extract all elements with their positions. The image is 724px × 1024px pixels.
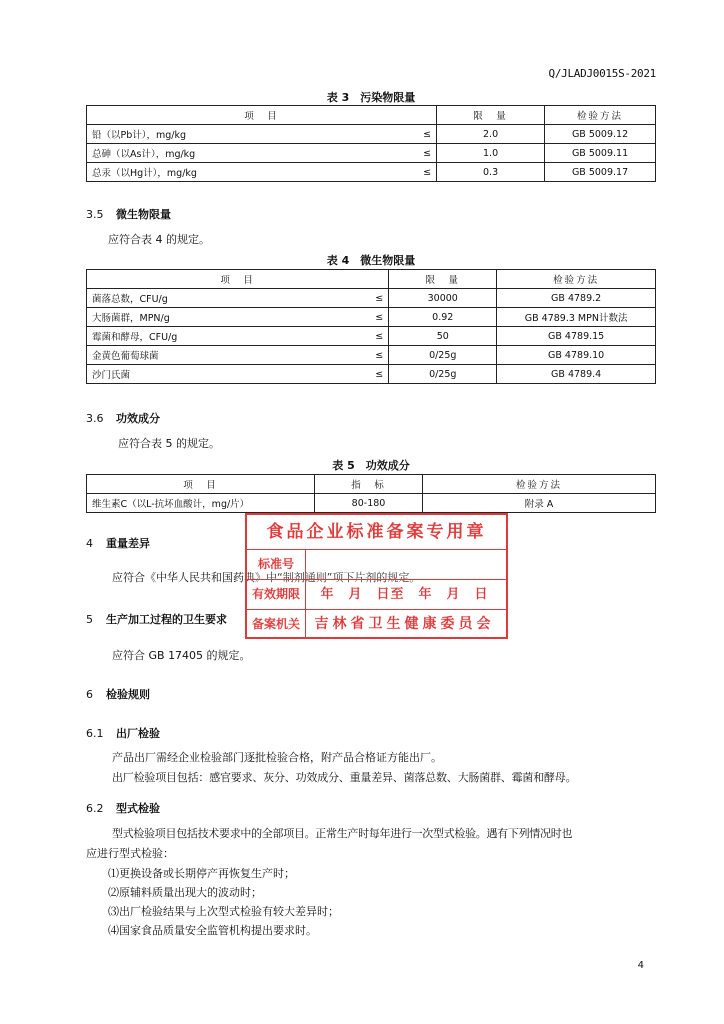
cell-item: 铅（以Pb计），mg/kg: [87, 125, 397, 144]
cell-item: 金黄色葡萄球菌: [87, 346, 349, 365]
table-header-row: [87, 106, 656, 125]
section-5-text: 应符合 GB 17405 的规定。: [112, 649, 251, 662]
section-6-2-paragraph-cont: 应进行型式检验：: [86, 847, 174, 860]
cell-method: 附录 A: [423, 494, 656, 513]
table-header-row: [87, 475, 656, 494]
section-title: 功效成分: [116, 412, 160, 425]
table3: [86, 105, 656, 182]
table-row: [87, 163, 656, 182]
section-title: 生产加工过程的卫生要求: [106, 613, 227, 626]
stamp-title: 食品企业标准备案专用章: [247, 515, 506, 550]
stamp-label: 备案机关: [247, 610, 306, 639]
stamp-value: [307, 550, 502, 579]
cell-limit: 2.0: [437, 125, 545, 144]
section-number: 3.5: [86, 208, 104, 221]
table-row: [87, 327, 656, 346]
list-item: ⑶出厂检验结果与上次型式检验有较大差异时；: [108, 905, 339, 918]
section-number: 5: [86, 613, 93, 626]
stamp-label: 标准号: [247, 550, 306, 579]
cell-symbol: ≤: [348, 289, 389, 308]
table-row: [87, 125, 656, 144]
table-row: [87, 346, 656, 365]
table-row: [87, 144, 656, 163]
col-header-method: 检验方法: [497, 270, 656, 289]
section-6-1-heading: [86, 725, 160, 741]
document-id: Q/JLADJ0015S-2021: [548, 67, 656, 80]
cell-method: GB 5009.11: [545, 144, 656, 163]
cell-indicator: 80-180: [315, 494, 423, 513]
cell-method: GB 4789.3 MPN计数法: [497, 308, 656, 327]
section-3-5-heading: [86, 206, 171, 222]
section-4-heading: [86, 535, 150, 551]
stamp-row-validity: [247, 580, 506, 610]
cell-symbol: ≤: [396, 125, 437, 144]
cell-symbol: ≤: [396, 163, 437, 182]
filing-stamp: [245, 513, 508, 639]
table4: [86, 269, 656, 384]
cell-symbol: ≤: [348, 308, 389, 327]
table-row: [87, 494, 656, 513]
table3-caption: 表 3 污染物限量: [326, 91, 416, 104]
cell-symbol: ≤: [348, 346, 389, 365]
cell-limit: 0/25g: [389, 365, 497, 384]
table-header-row: [87, 270, 656, 289]
stamp-row-standard-number: [247, 550, 506, 580]
cell-item: 总砷（以As计），mg/kg: [87, 144, 397, 163]
table-row: [87, 308, 656, 327]
col-header-method: 检验方法: [545, 106, 656, 125]
cell-item: 维生素C（以L-抗坏血酸计，mg/片）: [87, 494, 315, 513]
table-row: [87, 289, 656, 308]
section-title: 重量差异: [106, 537, 150, 550]
section-title: 型式检验: [116, 802, 160, 815]
section-title: 出厂检验: [116, 727, 160, 740]
section-6-2-heading: [86, 800, 160, 816]
cell-item: 大肠菌群，MPN/g: [87, 308, 349, 327]
section-3-6-text: 应符合表 5 的规定。: [118, 437, 220, 450]
col-header-limit: 限 量: [437, 106, 545, 125]
cell-item: 总汞（以Hg计），mg/kg: [87, 163, 397, 182]
cell-limit: 50: [389, 327, 497, 346]
col-header-item: 项 目: [87, 106, 437, 125]
page-number: 4: [637, 960, 644, 971]
cell-method: GB 4789.10: [497, 346, 656, 365]
section-4-text: 应符合《中华人民共和国药典》中“制剂通则”项下片剂的规定。: [112, 571, 421, 584]
table4-caption: 表 4 微生物限量: [326, 254, 416, 267]
section-6-1-line: 产品出厂需经企业检验部门逐批检验合格，附产品合格证方能出厂。: [112, 751, 442, 764]
section-title: 检验规则: [106, 688, 150, 701]
cell-item: 沙门氏菌: [87, 365, 349, 384]
stamp-label: 有效期限: [247, 580, 306, 609]
cell-method: GB 5009.12: [545, 125, 656, 144]
table-row: [87, 365, 656, 384]
cell-method: GB 4789.4: [497, 365, 656, 384]
col-header-limit: 限 量: [389, 270, 497, 289]
cell-method: GB 5009.17: [545, 163, 656, 182]
section-number: 3.6: [86, 412, 104, 425]
col-header-item: 项 目: [87, 475, 315, 494]
cell-method: GB 4789.2: [497, 289, 656, 308]
section-6-2-paragraph: 型式检验项目包括技术要求中的全部项目。正常生产时每年进行一次型式检验。遇有下列情况时也: [112, 827, 573, 840]
cell-item: 霉菌和酵母，CFU/g: [87, 327, 349, 346]
section-3-6-heading: [86, 410, 160, 426]
section-number: 4: [86, 537, 93, 550]
cell-symbol: ≤: [348, 365, 389, 384]
section-number: 6.1: [86, 727, 104, 740]
section-number: 6.2: [86, 802, 104, 815]
table5: [86, 474, 656, 513]
cell-limit: 1.0: [437, 144, 545, 163]
cell-symbol: ≤: [396, 144, 437, 163]
cell-symbol: ≤: [348, 327, 389, 346]
section-title: 微生物限量: [116, 208, 171, 221]
col-header-item: 项 目: [87, 270, 389, 289]
cell-method: GB 4789.15: [497, 327, 656, 346]
table5-caption: 表 5 功效成分: [332, 459, 410, 472]
stamp-value: 吉林省卫生健康委员会: [314, 616, 495, 632]
stamp-value: 年 月 日至 年 月 日: [320, 587, 489, 602]
col-header-method: 检验方法: [423, 475, 656, 494]
section-3-5-text: 应符合表 4 的规定。: [108, 233, 210, 246]
cell-limit: 0/25g: [389, 346, 497, 365]
cell-limit: 30000: [389, 289, 497, 308]
section-6-heading: [86, 686, 150, 702]
list-item: ⑵原辅料质量出现大的波动时；: [108, 886, 262, 899]
stamp-row-authority: [247, 610, 506, 639]
section-6-1-line: 出厂检验项目包括：感官要求、灰分、功效成分、重量差异、菌落总数、大肠菌群、霉菌和酵母。: [112, 771, 577, 784]
col-header-indicator: 指 标: [315, 475, 423, 494]
list-item: ⑴更换设备或长期停产再恢复生产时；: [108, 867, 295, 880]
cell-item: 菌落总数，CFU/g: [87, 289, 349, 308]
list-item: ⑷国家食品质量安全监管机构提出要求时。: [108, 924, 317, 937]
section-5-heading: [86, 611, 227, 627]
cell-limit: 0.92: [389, 308, 497, 327]
cell-limit: 0.3: [437, 163, 545, 182]
section-number: 6: [86, 688, 93, 701]
